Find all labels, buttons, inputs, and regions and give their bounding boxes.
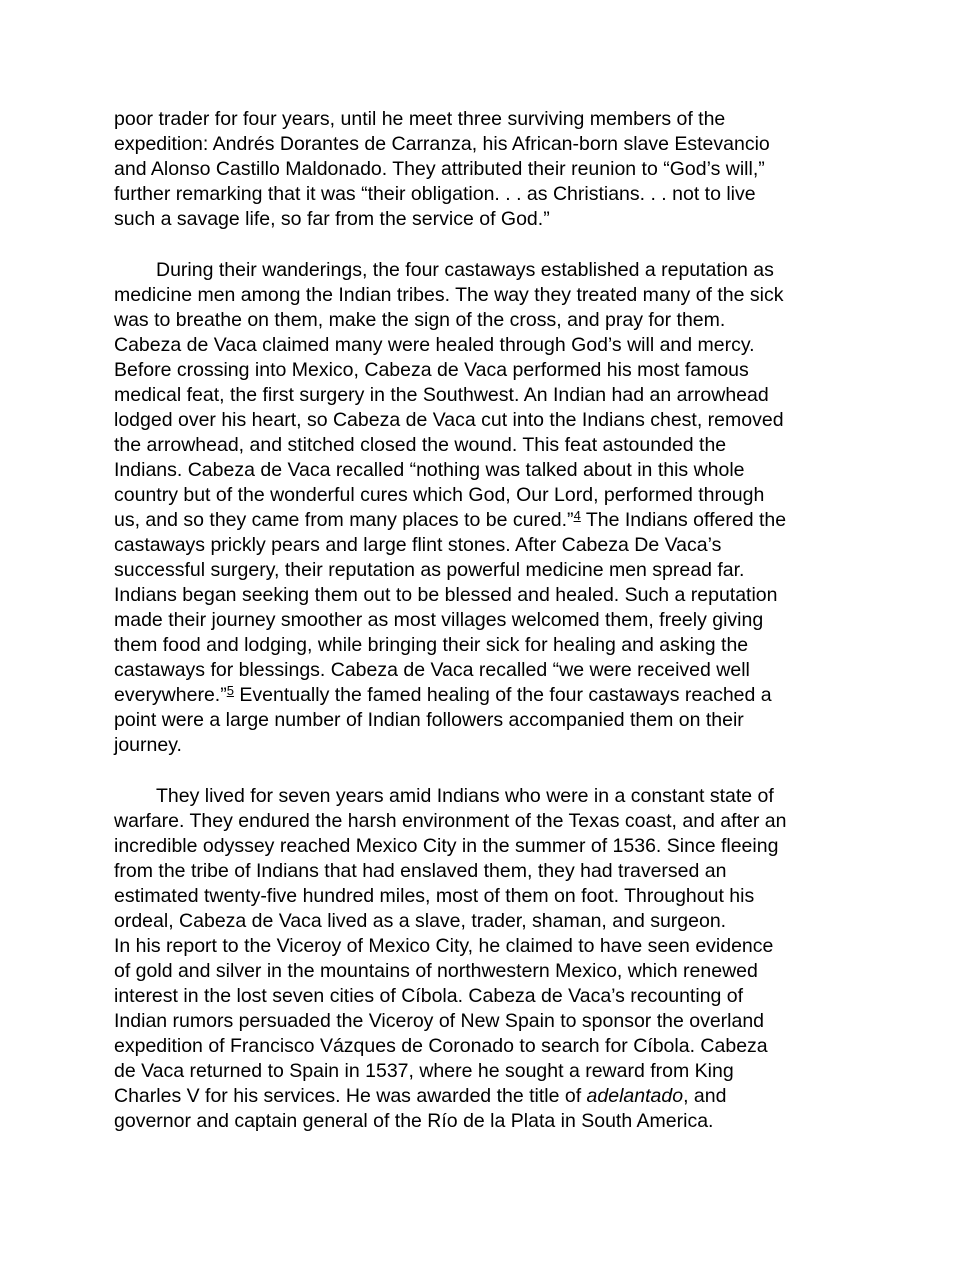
footnote-ref-5[interactable]: 5 — [226, 682, 234, 698]
text-line — [114, 1059, 914, 1084]
text-line — [114, 207, 914, 232]
text-line — [114, 1109, 914, 1134]
text-segment: from the tribe of Indians that had enslaved them, they had traversed an — [114, 860, 727, 882]
paragraph-2 — [114, 258, 914, 758]
text-line — [114, 182, 914, 207]
text-line — [114, 533, 914, 558]
text-line — [114, 483, 914, 508]
text-segment: lodged over his heart, so Cabeza de Vaca cut into the Indians chest, removed — [114, 409, 784, 431]
text-segment: everywhere.” — [114, 684, 227, 706]
text-segment: castaways for blessings. Cabeza de Vaca recalled “we were received well — [114, 659, 750, 681]
text-segment: warfare. They endured the harsh environment of the Texas coast, and after an — [114, 810, 787, 832]
document-content — [114, 107, 914, 1160]
text-segment: expedition: Andrés Dorantes de Carranza, his African-born slave Estevancio — [114, 133, 770, 155]
text-line — [114, 1084, 914, 1109]
text-line — [114, 558, 914, 583]
text-segment: poor trader for four years, until he meet three surviving members of the — [114, 108, 726, 130]
text-line — [114, 358, 914, 383]
text-line — [114, 683, 914, 708]
text-segment: made their journey smoother as most villages welcomed them, freely giving — [114, 609, 764, 631]
text-segment: further remarking that it was “their obligation. . . as Christians. . . not to live — [114, 183, 756, 205]
text-segment: of gold and silver in the mountains of northwestern Mexico, which renewed — [114, 960, 758, 982]
text-line — [114, 884, 914, 909]
text-line — [114, 959, 914, 984]
text-line — [114, 408, 914, 433]
text-segment: country but of the wonderful cures which God, Our Lord, performed through — [114, 484, 765, 506]
text-line — [114, 283, 914, 308]
text-segment: journey. — [114, 734, 182, 756]
text-segment: In his report to the Viceroy of Mexico City, he claimed to have seen evidence — [114, 935, 774, 957]
text-segment: Charles V for his services. He was awarded the title of — [114, 1085, 587, 1107]
text-segment: Eventually the famed healing of the four castaways reached a — [233, 684, 772, 706]
text-line — [114, 708, 914, 733]
text-segment: them food and lodging, while bringing their sick for healing and asking the — [114, 634, 749, 656]
text-line — [114, 784, 914, 809]
text-line — [114, 333, 914, 358]
text-segment: was to breathe on them, make the sign of the cross, and pray for them. — [114, 309, 726, 331]
text-line — [114, 308, 914, 333]
text-segment: The Indians offered the — [580, 509, 787, 531]
text-segment: us, and so they came from many places to be cured.” — [114, 509, 574, 531]
text-segment: Cabeza de Vaca claimed many were healed through God’s will and mercy. — [114, 334, 755, 356]
text-line — [114, 258, 914, 283]
text-segment: and Alonso Castillo Maldonado. They attributed their reunion to “God’s will,” — [114, 158, 765, 180]
text-segment: medical feat, the first surgery in the Southwest. An Indian had an arrowhead — [114, 384, 769, 406]
text-segment: medicine men among the Indian tribes. The way they treated many of the sick — [114, 284, 784, 306]
text-line — [114, 859, 914, 884]
paragraph-1 — [114, 107, 914, 232]
text-line — [114, 508, 914, 533]
paragraph-3 — [114, 784, 914, 1134]
text-segment: ordeal, Cabeza de Vaca lived as a slave, trader, shaman, and surgeon. — [114, 910, 727, 932]
text-segment: Indian rumors persuaded the Viceroy of New Spain to sponsor the overland — [114, 1010, 765, 1032]
text-segment: They lived for seven years amid Indians who were in a constant state of — [156, 785, 774, 807]
text-segment: de Vaca returned to Spain in 1537, where he sought a reward from King — [114, 1060, 734, 1082]
text-line — [114, 1009, 914, 1034]
text-segment: such a savage life, so far from the service of God.” — [114, 208, 550, 230]
text-segment: the arrowhead, and stitched closed the wound. This feat astounded the — [114, 434, 727, 456]
text-segment: successful surgery, their reputation as powerful medicine men spread far. — [114, 559, 745, 581]
text-line — [114, 583, 914, 608]
text-segment: incredible odyssey reached Mexico City in the summer of 1536. Since fleeing — [114, 835, 779, 857]
text-segment: point were a large number of Indian followers accompanied them on their — [114, 709, 744, 731]
text-line — [114, 107, 914, 132]
text-line — [114, 433, 914, 458]
text-segment: During their wanderings, the four castaways established a reputation as — [156, 259, 774, 281]
text-line — [114, 458, 914, 483]
text-line — [114, 934, 914, 959]
italic-text: adelantado — [586, 1085, 684, 1107]
text-line — [114, 809, 914, 834]
text-segment: castaways prickly pears and large flint stones. After Cabeza De Vaca’s — [114, 534, 722, 556]
text-segment: estimated twenty-five hundred miles, most of them on foot. Throughout his — [114, 885, 755, 907]
text-line — [114, 633, 914, 658]
text-line — [114, 909, 914, 934]
text-line — [114, 157, 914, 182]
text-line — [114, 834, 914, 859]
footnote-ref-4[interactable]: 4 — [573, 507, 581, 523]
text-segment: interest in the lost seven cities of Cíbola. Cabeza de Vaca’s recounting of — [114, 985, 744, 1007]
text-line — [114, 1034, 914, 1059]
text-segment: Before crossing into Mexico, Cabeza de Vaca performed his most famous — [114, 359, 749, 381]
text-segment: governor and captain general of the Río de la Plata in South America. — [114, 1110, 714, 1132]
text-line — [114, 608, 914, 633]
text-segment: Indians began seeking them out to be blessed and healed. Such a reputation — [114, 584, 778, 606]
text-line — [114, 383, 914, 408]
text-segment: , and — [683, 1085, 727, 1107]
text-line — [114, 984, 914, 1009]
text-segment: Indians. Cabeza de Vaca recalled “nothing was talked about in this whole — [114, 459, 745, 481]
text-segment: expedition of Francisco Vázques de Coronado to search for Cíbola. Cabeza — [114, 1035, 768, 1057]
text-line — [114, 658, 914, 683]
text-line — [114, 733, 914, 758]
text-line — [114, 132, 914, 157]
